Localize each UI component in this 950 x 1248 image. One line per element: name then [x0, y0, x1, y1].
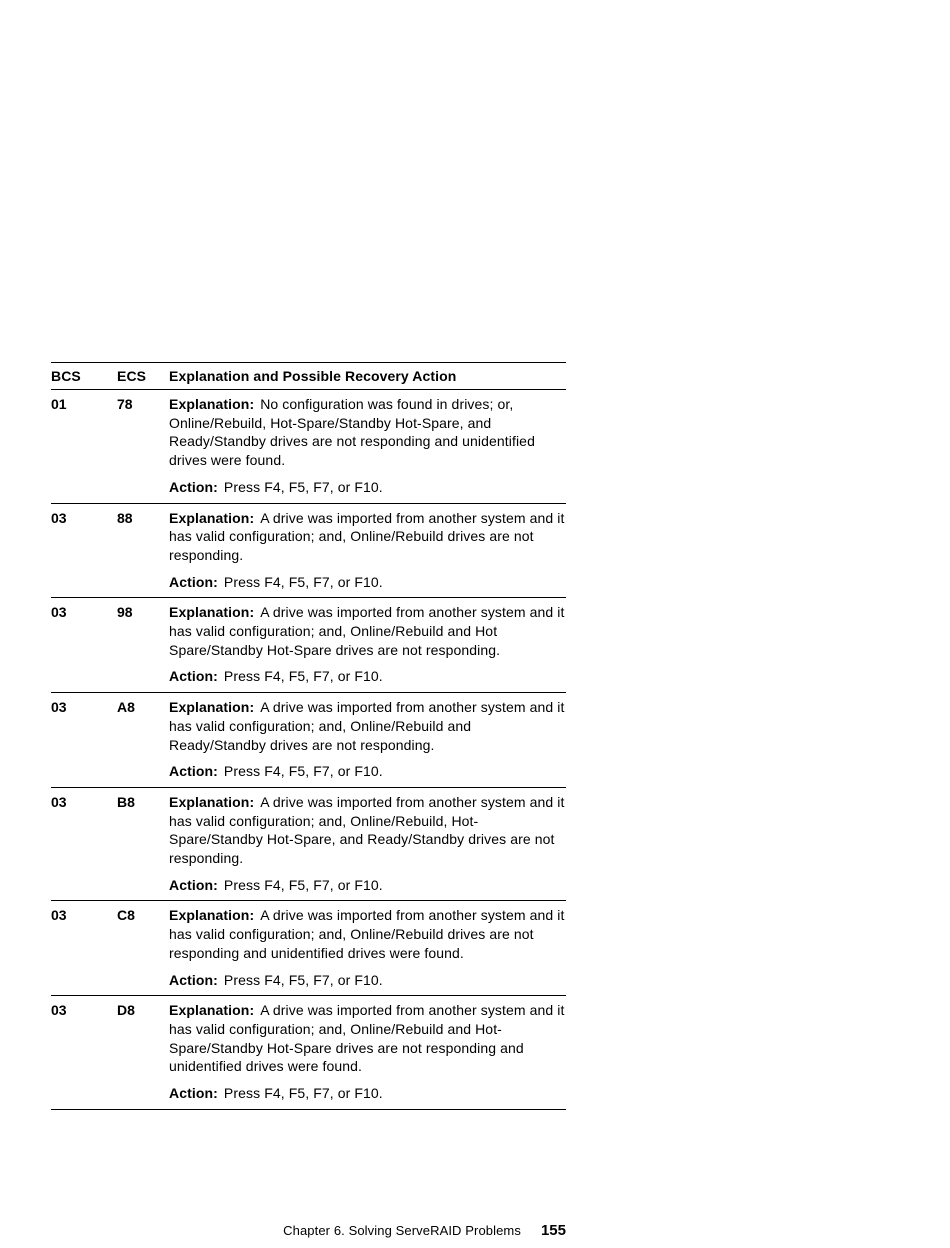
- action-paragraph: [169, 971, 566, 990]
- action-label: Action:: [169, 971, 218, 988]
- action-label: Action:: [169, 876, 218, 893]
- explanation-paragraph: [169, 793, 566, 868]
- ecs-code: A8: [117, 699, 135, 716]
- explanation-paragraph: [169, 509, 566, 565]
- ecs-code: 88: [117, 509, 133, 526]
- bcs-code: 03: [51, 1002, 67, 1019]
- explanation-text: A drive was imported from another system and it has valid configuration; and, Online/Rebuild, Hot-Spare/Standby Hot-Spare, and Ready/Standby drives are not responding.: [169, 793, 565, 867]
- table-row: [51, 598, 566, 693]
- action-label: Action:: [169, 478, 218, 495]
- explanation-text: No configuration was found in drives; or, Online/Rebuild, Hot-Spare/Standby Hot-Spare, and Ready/Standby drives are not responding and unidentified drives were found.: [169, 396, 535, 469]
- ecs-code: D8: [117, 1002, 135, 1019]
- header-explanation: Explanation and Possible Recovery Action: [169, 368, 457, 384]
- explanation-label: Explanation:: [169, 1002, 255, 1019]
- action-text: Press F4, F5, F7, or F10.: [223, 478, 383, 495]
- action-label: Action:: [169, 1085, 218, 1102]
- ecs-code: 78: [117, 396, 133, 412]
- action-text: Press F4, F5, F7, or F10.: [223, 668, 383, 685]
- error-codes-table: [51, 362, 566, 1110]
- bcs-code: 03: [51, 509, 67, 526]
- explanation-label: Explanation:: [169, 396, 255, 412]
- action-text: Press F4, F5, F7, or F10.: [223, 1085, 383, 1102]
- ecs-code: C8: [117, 907, 135, 924]
- explanation-cell: [169, 395, 566, 497]
- bcs-code: 03: [51, 604, 67, 621]
- bcs-code: 03: [51, 699, 67, 716]
- table-row: [51, 504, 566, 599]
- bcs-code: 03: [51, 907, 67, 924]
- explanation-cell: [169, 509, 566, 592]
- explanation-cell: [169, 793, 566, 895]
- action-paragraph: [169, 876, 566, 895]
- explanation-text: A drive was imported from another system and it has valid configuration; and, Online/Rebuild and Hot Spare/Standby Hot-Spare drives are not responding.: [169, 604, 565, 658]
- explanation-cell: [169, 603, 566, 686]
- chapter-title: Chapter 6. Solving ServeRAID Problems: [283, 1223, 521, 1238]
- header-ecs: ECS: [117, 368, 147, 384]
- action-label: Action:: [169, 668, 218, 685]
- explanation-paragraph: [169, 395, 566, 470]
- action-paragraph: [169, 1084, 566, 1103]
- action-text: Press F4, F5, F7, or F10.: [223, 971, 383, 988]
- action-paragraph: [169, 762, 566, 781]
- table-row: [51, 788, 566, 902]
- table-row: [51, 693, 566, 788]
- action-paragraph: [169, 478, 566, 497]
- ecs-code: 98: [117, 604, 133, 621]
- table-header-row: [51, 363, 566, 390]
- explanation-text: A drive was imported from another system and it has valid configuration; and, Online/Rebuild drives are not responding and unidentified drives were found.: [169, 907, 565, 961]
- ecs-code: B8: [117, 793, 135, 810]
- action-paragraph: [169, 667, 566, 686]
- explanation-paragraph: [169, 1001, 566, 1076]
- explanation-text: A drive was imported from another system and it has valid configuration; and, Online/Rebuild and Hot-Spare/Standby Hot-Spare drives are not responding and unidentified drives were found.: [169, 1002, 565, 1075]
- explanation-label: Explanation:: [169, 907, 255, 924]
- action-text: Press F4, F5, F7, or F10.: [223, 763, 383, 780]
- explanation-label: Explanation:: [169, 604, 255, 621]
- explanation-cell: [169, 906, 566, 989]
- explanation-paragraph: [169, 698, 566, 754]
- explanation-cell: [169, 1001, 566, 1103]
- action-text: Press F4, F5, F7, or F10.: [223, 876, 383, 893]
- explanation-cell: [169, 698, 566, 781]
- table-row: [51, 390, 566, 504]
- action-paragraph: [169, 573, 566, 592]
- action-text: Press F4, F5, F7, or F10.: [223, 573, 383, 590]
- explanation-label: Explanation:: [169, 699, 255, 716]
- table-row: [51, 901, 566, 996]
- explanation-text: A drive was imported from another system and it has valid configuration; and, Online/Rebuild and Ready/Standby drives are not responding.: [169, 699, 565, 753]
- action-label: Action:: [169, 573, 218, 590]
- table-row: [51, 996, 566, 1110]
- page-number: 155: [540, 1222, 566, 1239]
- bcs-code: 01: [51, 396, 67, 412]
- explanation-paragraph: [169, 906, 566, 962]
- explanation-label: Explanation:: [169, 509, 255, 526]
- page-footer: [274, 1222, 566, 1239]
- bcs-code: 03: [51, 793, 67, 810]
- explanation-text: A drive was imported from another system and it has valid configuration; and, Online/Rebuild drives are not responding.: [169, 509, 565, 563]
- explanation-label: Explanation:: [169, 793, 255, 810]
- action-label: Action:: [169, 763, 218, 780]
- header-bcs: BCS: [51, 368, 81, 384]
- explanation-paragraph: [169, 603, 566, 659]
